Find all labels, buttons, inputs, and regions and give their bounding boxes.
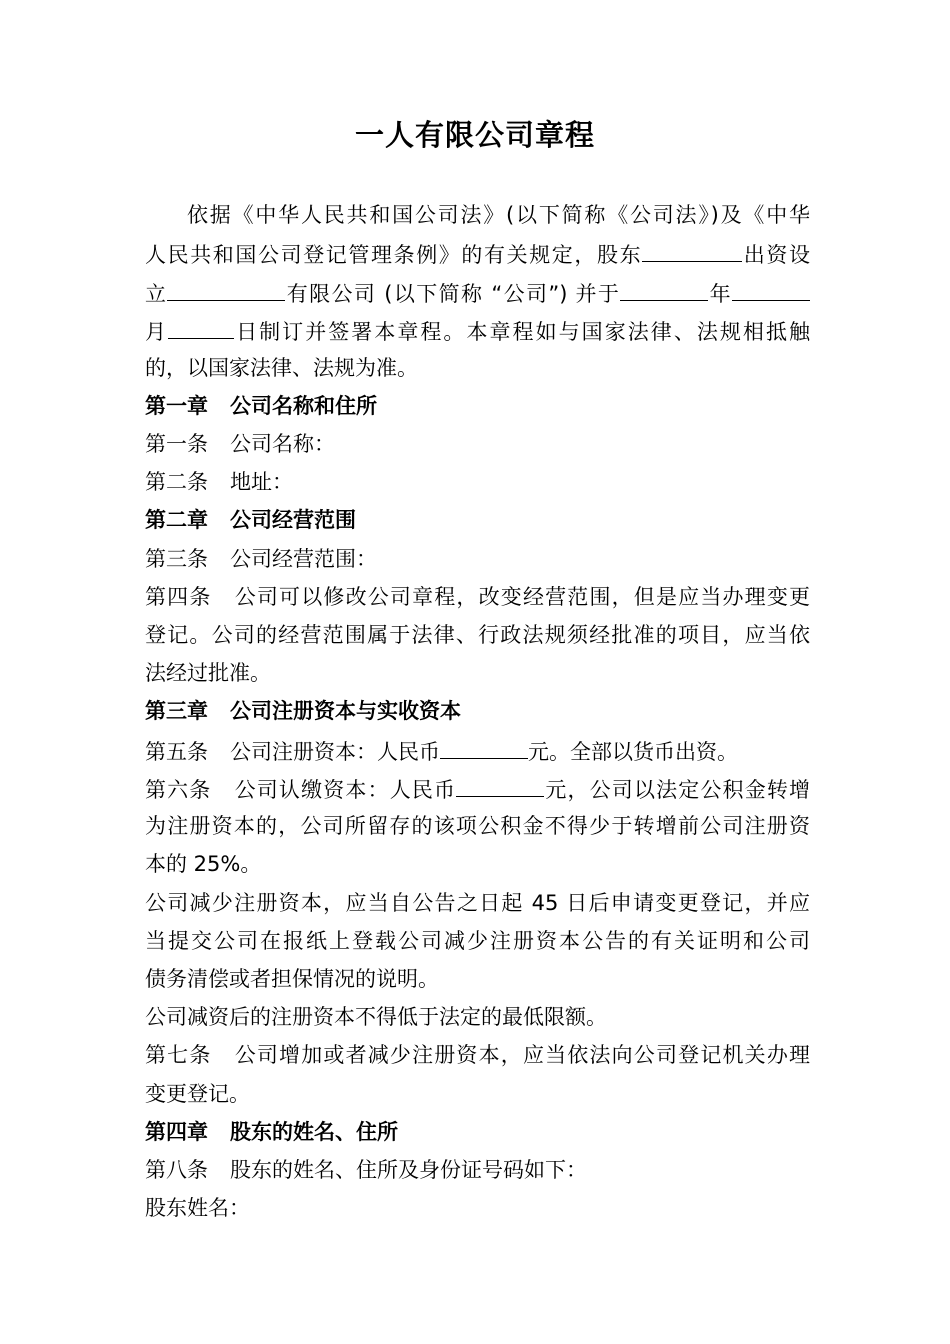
shareholder-name-label: 股东姓名： bbox=[145, 1196, 250, 1220]
document-title: 一人有限公司章程 bbox=[354, 118, 595, 152]
article-4-line-2: 登记。公司的经营范围属于法律、行政法规须经批准的项目，应当依 bbox=[145, 623, 810, 647]
company-name-blank[interactable] bbox=[167, 278, 285, 301]
article-4-line-1: 第四条 公司可以修改公司章程，改变经营范围，但是应当办理变更 bbox=[145, 585, 811, 609]
registered-capital-blank[interactable] bbox=[440, 736, 528, 759]
year-blank[interactable] bbox=[620, 278, 708, 301]
chapter-3-heading: 第三章 公司注册资本与实收资本 bbox=[145, 699, 461, 723]
shareholder-blank[interactable] bbox=[642, 239, 742, 262]
preamble-line-3: 立 有限公司 (以下简称 “公司”) 并于 年 bbox=[145, 278, 810, 306]
article-1: 第一条 公司名称： bbox=[145, 432, 335, 456]
article-2: 第二条 地址： bbox=[145, 470, 293, 494]
day-blank[interactable] bbox=[168, 316, 234, 339]
article-7-line-1: 第七条 公司增加或者减少注册资本，应当依法向公司登记机关办理 bbox=[145, 1043, 811, 1067]
paragraph-2: 公司减资后的注册资本不得低于法定的最低限额。 bbox=[145, 1005, 607, 1029]
article-7-line-2: 变更登记。 bbox=[145, 1082, 250, 1106]
preamble-line-4: 月 日制订并签署本章程。本章程如与国家法律、法规相抵触 bbox=[145, 316, 810, 344]
subscribed-capital-blank[interactable] bbox=[456, 774, 544, 797]
article-5: 第五条 公司注册资本：人民币 元。全部以货币出资。 bbox=[145, 736, 810, 764]
article-4-line-3: 法经过批准。 bbox=[145, 661, 271, 685]
month-blank[interactable] bbox=[732, 278, 810, 301]
preamble-line-5: 的，以国家法律、法规为准。 bbox=[145, 356, 418, 380]
paragraph-1-line-3: 债务清偿或者担保情况的说明。 bbox=[145, 967, 439, 991]
article-8: 第八条 股东的姓名、住所及身份证号码如下： bbox=[145, 1158, 587, 1182]
paragraph-1-line-1: 公司减少注册资本，应当自公告之日起 45 日后申请变更登记，并应 bbox=[145, 891, 810, 915]
preamble-line-2: 人民共和国公司登记管理条例》的有关规定，股东 出资设 bbox=[145, 239, 810, 267]
chapter-1-heading: 第一章 公司名称和住所 bbox=[145, 394, 377, 418]
article-6-line-1: 第六条 公司认缴资本：人民币 元，公司以法定公积金转增 bbox=[145, 774, 810, 802]
article-6-line-3: 本的 25%。 bbox=[145, 852, 262, 876]
article-3: 第三条 公司经营范围： bbox=[145, 547, 377, 571]
chapter-4-heading: 第四章 股东的姓名、住所 bbox=[145, 1120, 398, 1144]
article-6-line-2: 为注册资本的，公司所留存的该项公积金不得少于转增前公司注册资 bbox=[145, 814, 810, 838]
chapter-2-heading: 第二章 公司经营范围 bbox=[145, 508, 356, 532]
paragraph-1-line-2: 当提交公司在报纸上登载公司减少注册资本公告的有关证明和公司 bbox=[145, 929, 810, 953]
preamble-line-1: 依据《中华人民共和国公司法》(以下简称《公司法》)及《中华 bbox=[187, 203, 810, 227]
